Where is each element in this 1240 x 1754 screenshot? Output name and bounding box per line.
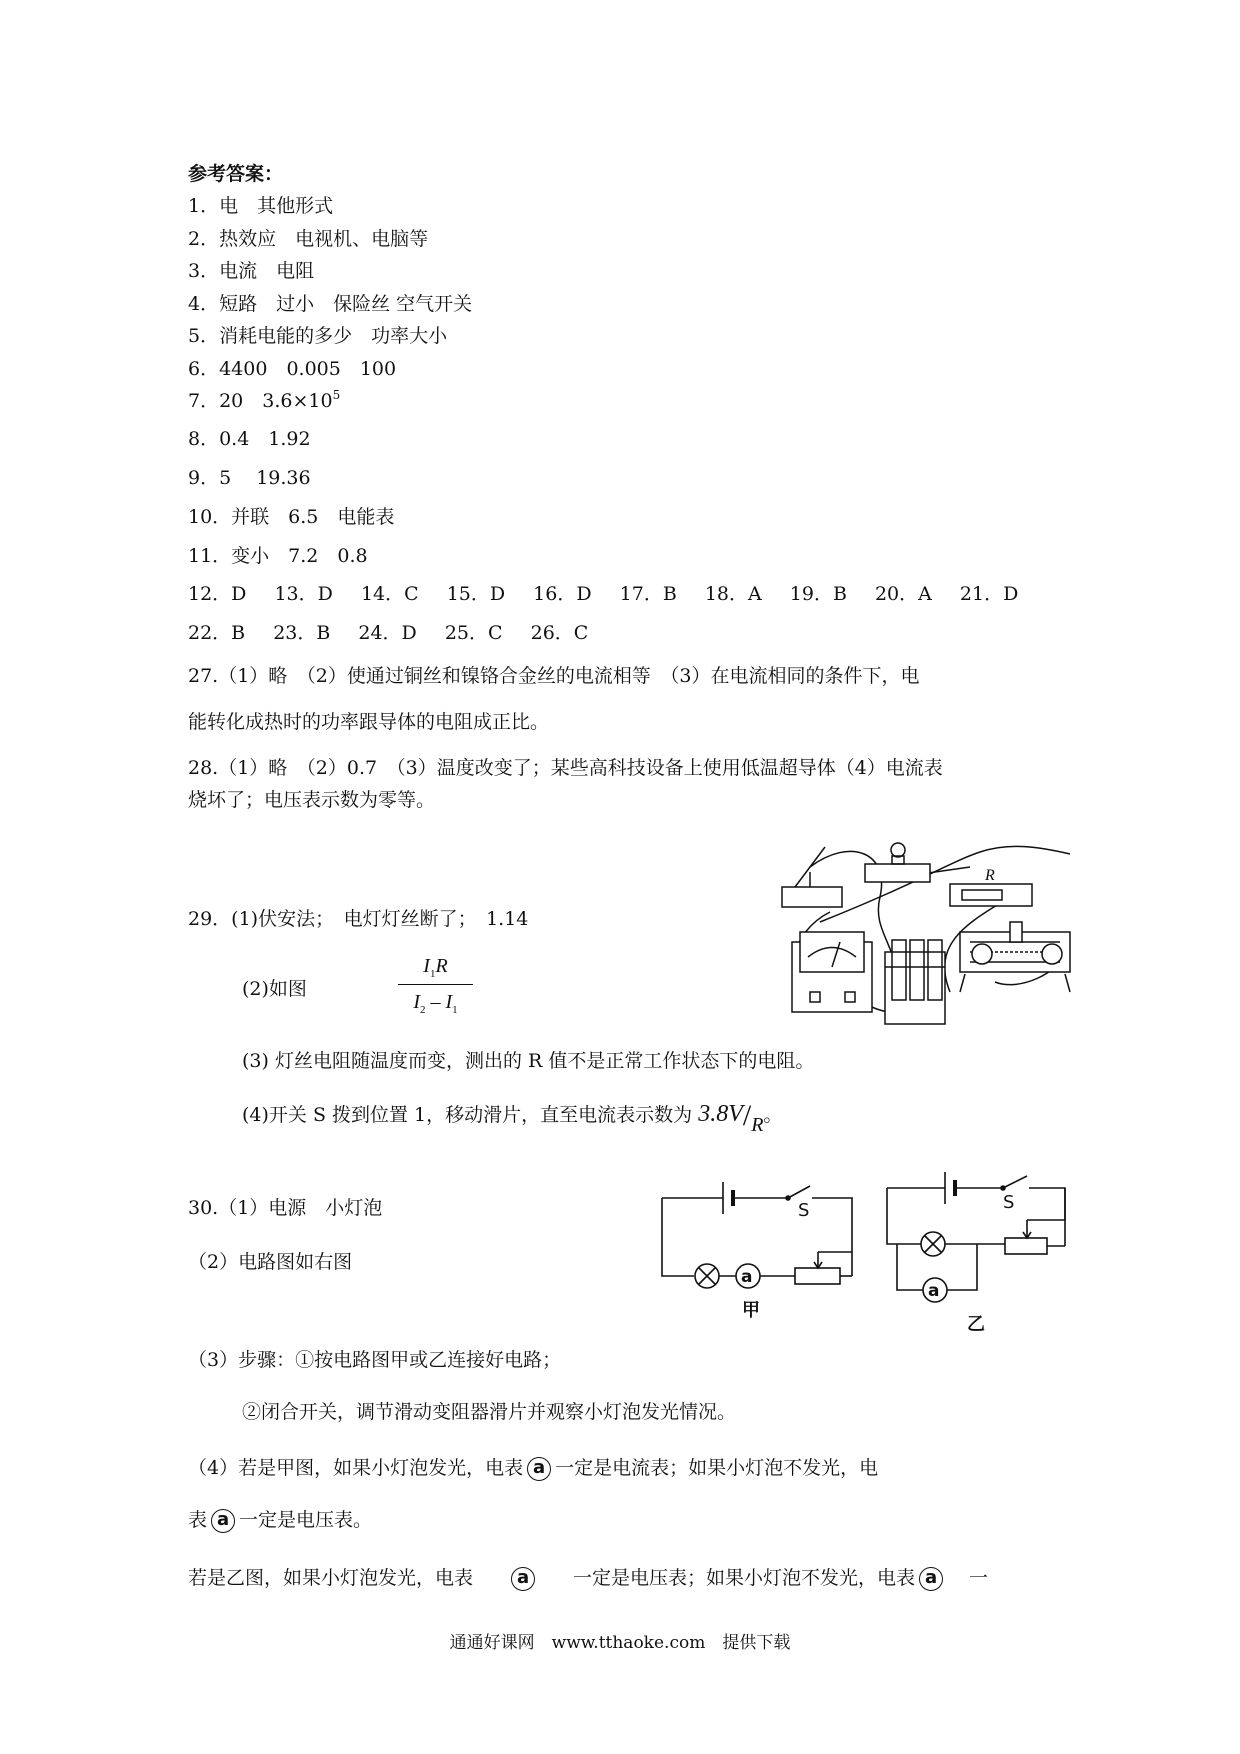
answer-2: 2．热效应 电视机、电脑等 <box>188 228 429 250</box>
answer-30-line-7-a: 若是乙图，如果小灯泡发光，电表 <box>188 1567 474 1589</box>
answer-28-line-2: 烧坏了；电压表示数为零等。 <box>188 789 436 811</box>
mc-answer: 26．C <box>530 622 589 644</box>
answer-10: 10．并联 6.5 电能表 <box>188 506 395 528</box>
answer-29-line-2: (2)如图 <box>242 978 307 1000</box>
answer-1: 1．电 其他形式 <box>188 195 334 217</box>
answer-29-fraction <box>398 955 473 1016</box>
answer-29-line-4-text: (4)开关 S 拨到位置 1，移动滑片，直至电流表示数为 <box>242 1104 693 1126</box>
answer-27-line-1: 27.（1）略 （2）使通过铜丝和镍铬合金丝的电流相等 （3）在电流相同的条件下，电 <box>188 665 920 687</box>
apparatus-resistor-label: R <box>985 867 995 884</box>
mc-answer: 17．B <box>619 583 677 605</box>
meter-symbol: a <box>919 1567 943 1591</box>
mc-answer: 12．D <box>188 583 247 605</box>
answer-5: 5．消耗电能的多少 功率大小 <box>188 325 448 347</box>
answer-30-line-2: （2）电路图如右图 <box>188 1251 353 1273</box>
fraction-numerator: $I_1R$ <box>398 955 473 985</box>
answer-29-line-4 <box>242 1099 783 1136</box>
answer-30-line-3: （3）步骤：①按电路图甲或乙连接好电路； <box>188 1349 562 1371</box>
circuit-yi-meter-label: a <box>928 1281 940 1301</box>
answer-30-line-5-a: （4）若是甲图，如果小灯泡发光，电表 <box>188 1457 524 1479</box>
answer-28-line-1: 28.（1）略 （2）0.7 （3）温度改变了；某些高科技设备上使用低温超导体（4）电流表 <box>188 757 943 779</box>
page-footer: 通通好课网 www.tthaoke.com 提供下载 <box>449 1633 791 1653</box>
mc-answer: 16．D <box>533 583 592 605</box>
mc-row-1 <box>188 582 1018 606</box>
answer-30-line-5 <box>188 1456 878 1481</box>
circuit-jia-caption: 甲 <box>742 1300 760 1321</box>
answer-30-line-6-b: 一定是电压表。 <box>239 1509 373 1531</box>
fraction-denominator: $I_2 - I_1$ <box>413 991 458 1016</box>
circuit-yi-caption: 乙 <box>967 1314 985 1335</box>
answer-30-line-6-a: 表 <box>188 1509 208 1531</box>
answer-30-line-5-b: 一定是电流表；如果小灯泡不发光，电 <box>555 1457 879 1479</box>
answer-6: 6．4400 0.005 100 <box>188 358 397 380</box>
answer-27-line-2: 能转化成热时的功率跟导体的电阻成正比。 <box>188 711 550 733</box>
answer-30-line-7-c: 一 <box>969 1567 989 1589</box>
page-heading: 参考答案： <box>188 163 284 185</box>
circuit-jia-meter-label: a <box>741 1267 753 1287</box>
answer-4: 4．短路 过小 保险丝 空气开关 <box>188 293 473 315</box>
answer-9: 9．5 19.36 <box>188 467 311 489</box>
answer-11: 11．变小 7.2 0.8 <box>188 545 368 567</box>
mc-answer: 21．D <box>959 583 1019 605</box>
answer-30-line-7 <box>188 1566 988 1591</box>
mc-answer: 22．B <box>188 622 246 644</box>
answer-29-line-1: 29．(1)伏安法； 电灯灯丝断了； 1.14 <box>188 908 529 930</box>
answer-30-line-1: 30.（1）电源 小灯泡 <box>188 1197 383 1219</box>
circuit-diagram-jia <box>660 1168 860 1321</box>
circuit-diagram-yi <box>885 1168 1085 1333</box>
answer-8: 8．0.4 1.92 <box>188 428 311 450</box>
answer-30-line-7-b: 一定是电压表；如果小灯泡不发光，电表 <box>573 1567 916 1589</box>
mc-row-2 <box>188 621 588 645</box>
slash-fraction: $3.8V/_R$ <box>698 1099 764 1136</box>
answer-30-line-6 <box>188 1508 372 1533</box>
mc-answer: 19．B <box>789 583 847 605</box>
mc-answer: 24．D <box>358 622 417 644</box>
answer-7-text: 7．20 3.6×10 <box>188 390 333 412</box>
answer-7-exponent: 5 <box>332 388 341 402</box>
apparatus-illustration <box>770 842 1080 1027</box>
answer-29-line-3: (3) 灯丝电阻随温度而变，测出的 R 值不是正常工作状态下的电阻。 <box>242 1050 815 1072</box>
mc-answer: 15．D <box>446 583 506 605</box>
meter-symbol: a <box>511 1567 535 1591</box>
answer-3: 3．电流 电阻 <box>188 260 315 282</box>
mc-answer: 18．A <box>704 583 762 605</box>
mc-answer: 14．C <box>360 583 419 605</box>
meter-symbol: a <box>211 1509 235 1533</box>
answer-29-line-4-end: 。 <box>763 1104 783 1126</box>
answer-30-line-4: ②闭合开关，调节滑动变阻器滑片并观察小灯泡发光情况。 <box>242 1401 737 1423</box>
answer-7 <box>188 389 340 413</box>
mc-answer: 13．D <box>274 583 333 605</box>
meter-symbol: a <box>527 1457 551 1481</box>
mc-answer: 25．C <box>444 622 503 644</box>
circuit-jia-switch-label: S <box>798 1200 810 1221</box>
mc-answer: 20．A <box>874 583 932 605</box>
mc-answer: 23．B <box>273 622 331 644</box>
circuit-yi-switch-label: S <box>1003 1192 1015 1213</box>
